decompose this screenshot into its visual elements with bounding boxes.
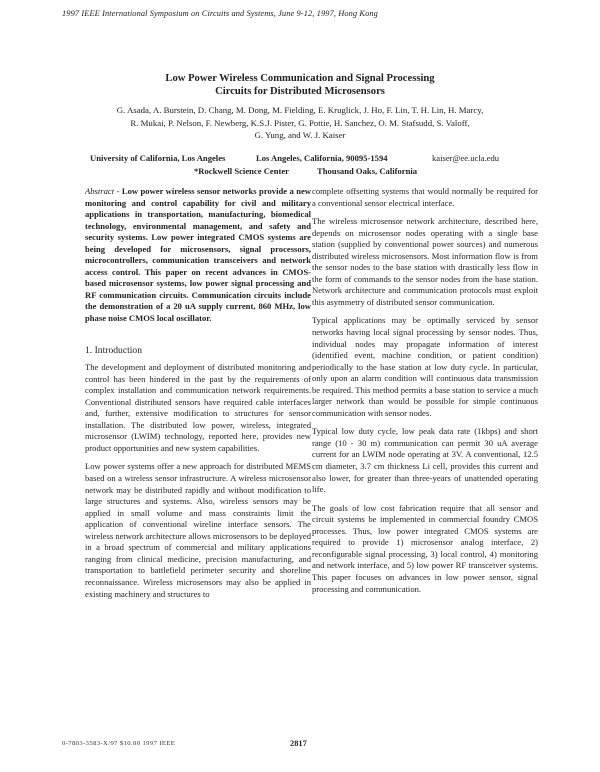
paper-title	[100, 72, 500, 98]
abstract-label: Abstract -	[85, 186, 120, 196]
right-paragraph-5: The goals of low cost fabrication require that all sensor and circuit systems be implemented in commercial foundry CMOS processes. Thus, low power integrated CMOS systems are required to provide 1) microsensor analog interface, 2) reconfigurable signal processing, 3) local control, 4) monitoring and network interface, and 5) low power RF transceiver systems. This paper focuses on advances in low power sensor, signal processing and communication.	[312, 502, 538, 594]
left-column	[85, 186, 311, 600]
abstract	[85, 186, 311, 325]
author-line-2: R. Mukai, P. Nelson, F. Newberg, K.S.J. Pister, G. Pottie, H. Sanchez, O. M. Stafsudd, S. Valoff,	[130, 117, 470, 128]
right-paragraph-1: complete offsetting systems that would normally be required for a conventional sensor electrical interface.	[312, 186, 538, 208]
contact-email: kaiser@ee.ucla.edu	[432, 153, 500, 163]
title-line-1: Low Power Wireless Communication and Signal Processing	[165, 73, 435, 84]
page-number: 2817	[290, 739, 307, 748]
right-paragraph-4: Typical low duty cycle, low peak data rate (1kbps) and short range (10 - 30 m) communication can permit 30 uA average current for an LWIM node operating at 3V. A conventional, 12.5 cm diameter, 3.7 cm thickness Li cell, provides this current and also lower, for greater than three-years of unattended operating life.	[312, 426, 538, 495]
affiliation-rockwell-city: Thousand Oaks, California	[317, 166, 418, 176]
right-column	[312, 186, 538, 595]
author-list	[80, 104, 520, 142]
right-paragraph-3: Typical applications may be optimally serviced by sensor networks having local signal processing by sensor nodes. Thus, individual nodes may propagate information of interest (identified event, machine condition, or patient condition) periodically to the base station at low duty cycle. In particular, only upon an alarm condition will continuous data transmission be required. This method permits a base station to service a much larger network than would be possible for simple continuous communication with sensor nodes.	[312, 315, 538, 418]
abstract-text: Low power wireless sensor networks provide a new monitoring and control capability for civil and military applications in transportation, manufacturing, biomedical technology, environmental management, and safety and security systems. Low power integrated CMOS systems are being developed for microsensors, signal processors, microcontrollers, communication transceivers and network access control. This paper on recent advances in CMOS-based microsensor systems, low power signal processing and RF communication circuits. Communication circuits include the demonstration of a 20 uA supply current, 860 MHz, low phase noise CMOS local oscillator.	[85, 186, 311, 324]
right-paragraph-2: The wireless microsensor network architecture, described here, depends on microsensor nodes operating with a single base station (supplied by conventional power sources) and numerous distributed wireless microsensors. Most information flow is from the sensor nodes to the base station with drastically less flow in the form of commands to the sensor nodes from the base station. Network architecture and communication protocols must exploit this asymmetry of distributed sensor communication.	[312, 216, 538, 307]
affiliation-ucla: University of California, Los Angeles	[90, 153, 226, 163]
introduction-paragraph-2: Low power systems offer a new approach for distributed MEMS based on a wireless sensor infrastructure. A wireless microsensor network may be distributed rapidly and without modification to large structures and systems. Also, wireless sensors may be applied in small volume and mass constraints limit the application of conventional wireline interface sensors. The wireless network architecture allows microsensors to be deployed in a broad spectrum of commercial and military applications ranging from clinical medicine, precision manufacturing, and transportation to battlefield perimeter security and shoreline reconnaissance. Wireless microsensors may also be applied in existing machinery and structures to	[85, 461, 311, 599]
affiliation-rockwell: *Rockwell Science Center	[194, 166, 289, 176]
author-line-1: G. Asada, A. Burstein, D. Chang, M. Dong, M. Fielding, E. Kruglick, J. Ho, F. Lin, T. H. Lin, H. Marcy,	[116, 105, 484, 115]
title-line-2: Circuits for Distributed Microsensors	[215, 86, 385, 97]
introduction-heading: 1. Introduction	[85, 344, 143, 356]
introduction-paragraph-1: The development and deployment of distributed monitoring and control has been hindered in the past by the requirements of complex installation and communication network requirements. Conventional distributed sensors have required cable interfaces and, further, extensive modification to structures for sensor installation. The distributed low power, wireless, integrated microsensor (LWIM) technology, reported here, provides new product opportunities and new system capabilities.	[85, 362, 311, 453]
footer-copyright-code: 0-7803-3583-X/97 $10.00 1997 IEEE	[62, 740, 176, 747]
affiliation-ucla-city: Los Angeles, California, 90095-1594	[256, 153, 388, 163]
author-line-3: G. Yung, and W. J. Kaiser	[254, 130, 346, 140]
running-header: 1997 IEEE International Symposium on Circuits and Systems, June 9-12, 1997, Hong Kong	[62, 9, 378, 18]
